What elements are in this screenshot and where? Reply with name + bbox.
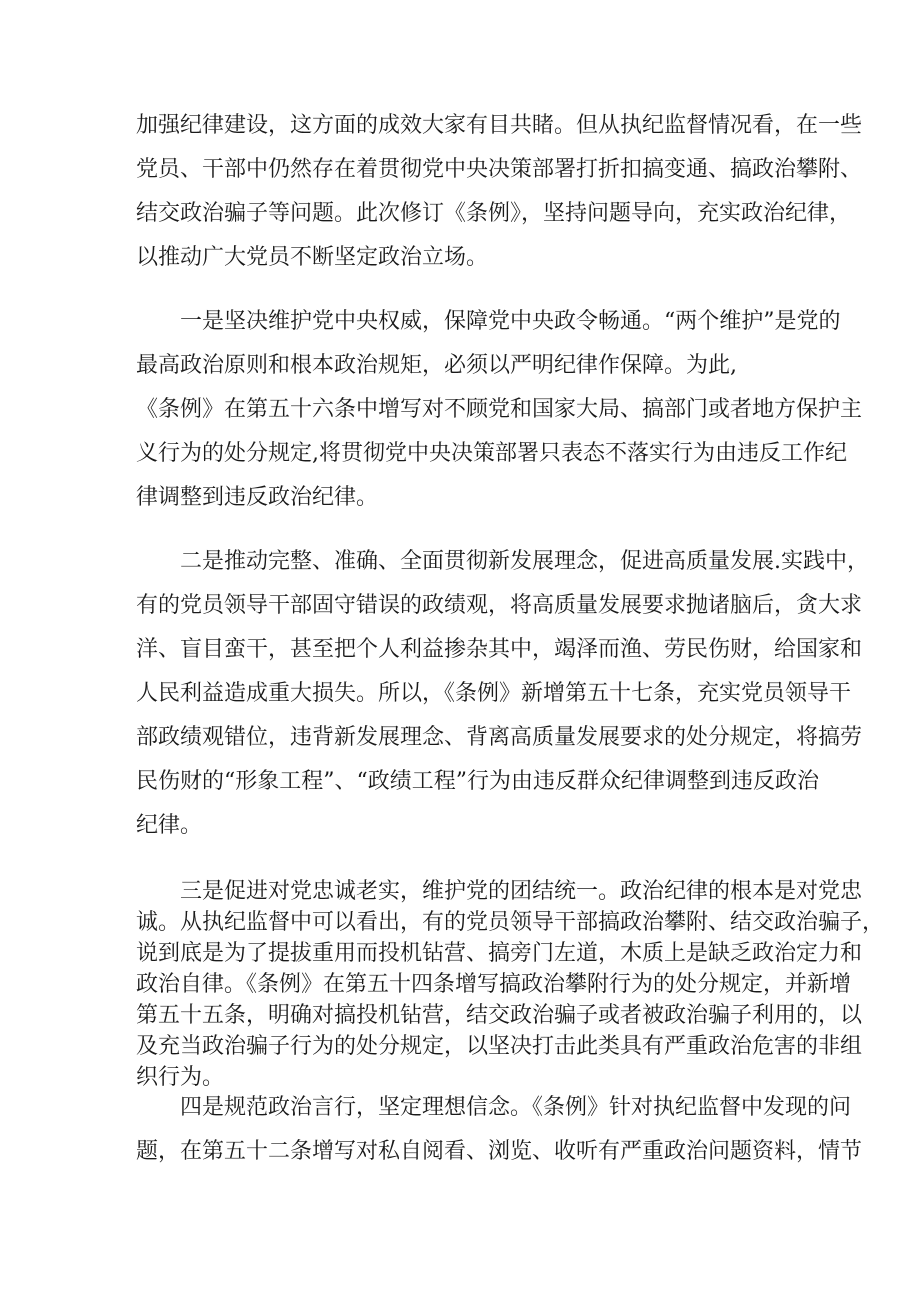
- text-line: 以推动广大党员不断坚定政治立场。: [136, 245, 489, 270]
- text-line: 织行为。: [136, 1065, 225, 1090]
- text-line: 及充当政治骗子行为的处分规定，以坚决打击此类具有严重政治危害的非组: [136, 1034, 863, 1059]
- text-line: 纪律。: [136, 813, 203, 838]
- paragraph-1: [136, 104, 863, 280]
- text-line: 洋、盲目蛮干，甚至把个人利益掺杂其中，竭泽而渔、劳民伤财，给国家和: [136, 637, 863, 662]
- paragraph-2: [136, 300, 863, 520]
- paragraph-4: [136, 876, 885, 1093]
- text-line: 有的党员领导干部固守错误的政绩观，将高质量发展要求抛诸脑后，贪大求: [136, 593, 863, 618]
- paragraph-5: [136, 1086, 863, 1174]
- text-line: 人民利益造成重大损失。所以，《条例》新增第五十七条，充实党员领导干: [136, 681, 852, 706]
- text-line: 说到底是为了提拔重用而投机钻营、搞旁门左道，木质上是缺乏政治定力和: [136, 941, 863, 966]
- paragraph-3: [136, 540, 869, 848]
- text-line: 二是推动完整、准确、全面贯彻新发展理念，促进高质量发展.实践中，: [136, 549, 869, 574]
- text-line: 题，在第五十二条增写对私自阅看、浏览、收听有严重政治问题资料，情节: [136, 1139, 863, 1164]
- text-line: 最高政治原则和根本政治规矩，必须以严明纪律作保障。为此,: [136, 353, 737, 378]
- text-line: 诚。从执纪监督中可以看出，有的党员领导干部搞政治攀附、结交政治骗子，: [136, 910, 885, 935]
- text-line: 政治自律。《条例》在第五十四条增写搞政治攀附行为的处分规定，并新增: [136, 972, 852, 997]
- text-line: 结交政治骗子等问题。此次修订《条例》，坚持问题导向，充实政治纪律，: [136, 201, 852, 226]
- text-line: 一是坚决维护党中央权威，保障党中央政令畅通。“两个维护”是党的: [136, 309, 841, 334]
- text-line: 义行为的处分规定,将贯彻党中央决策部署只表态不落实行为由违反工作纪: [136, 441, 847, 466]
- text-line: 四是规范政治言行，坚定理想信念。《条例》针对执纪监督中发现的问: [136, 1095, 852, 1120]
- text-line: 党员、干部中仍然存在着贯彻党中央决策部署打折扣搞变通、搞政治攀附、: [136, 157, 863, 182]
- text-line: 《条例》在第五十六条中增写对不顾党和国家大局、搞部门或者地方保护主: [136, 397, 863, 422]
- text-line: 三是促进对党忠诚老实，维护党的团结统一。政治纪律的根本是对党忠: [136, 879, 863, 904]
- text-line: 部政绩观错位，违背新发展理念、背离高质量发展要求的处分规定，将搞劳: [136, 725, 863, 750]
- text-line: 第五十五条，明确对搞投机钻营，结交政治骗子或者被政治骗子利用的，以: [136, 1003, 863, 1028]
- text-line: 律调整到违反政治纪律。: [136, 485, 379, 510]
- text-line: 加强纪律建设，这方面的成效大家有目共睹。但从执纪监督情况看，在一些: [136, 113, 863, 138]
- text-line: 民伤财的“形象工程”、“政绩工程”行为由违反群众纪律调整到违反政治: [136, 769, 819, 794]
